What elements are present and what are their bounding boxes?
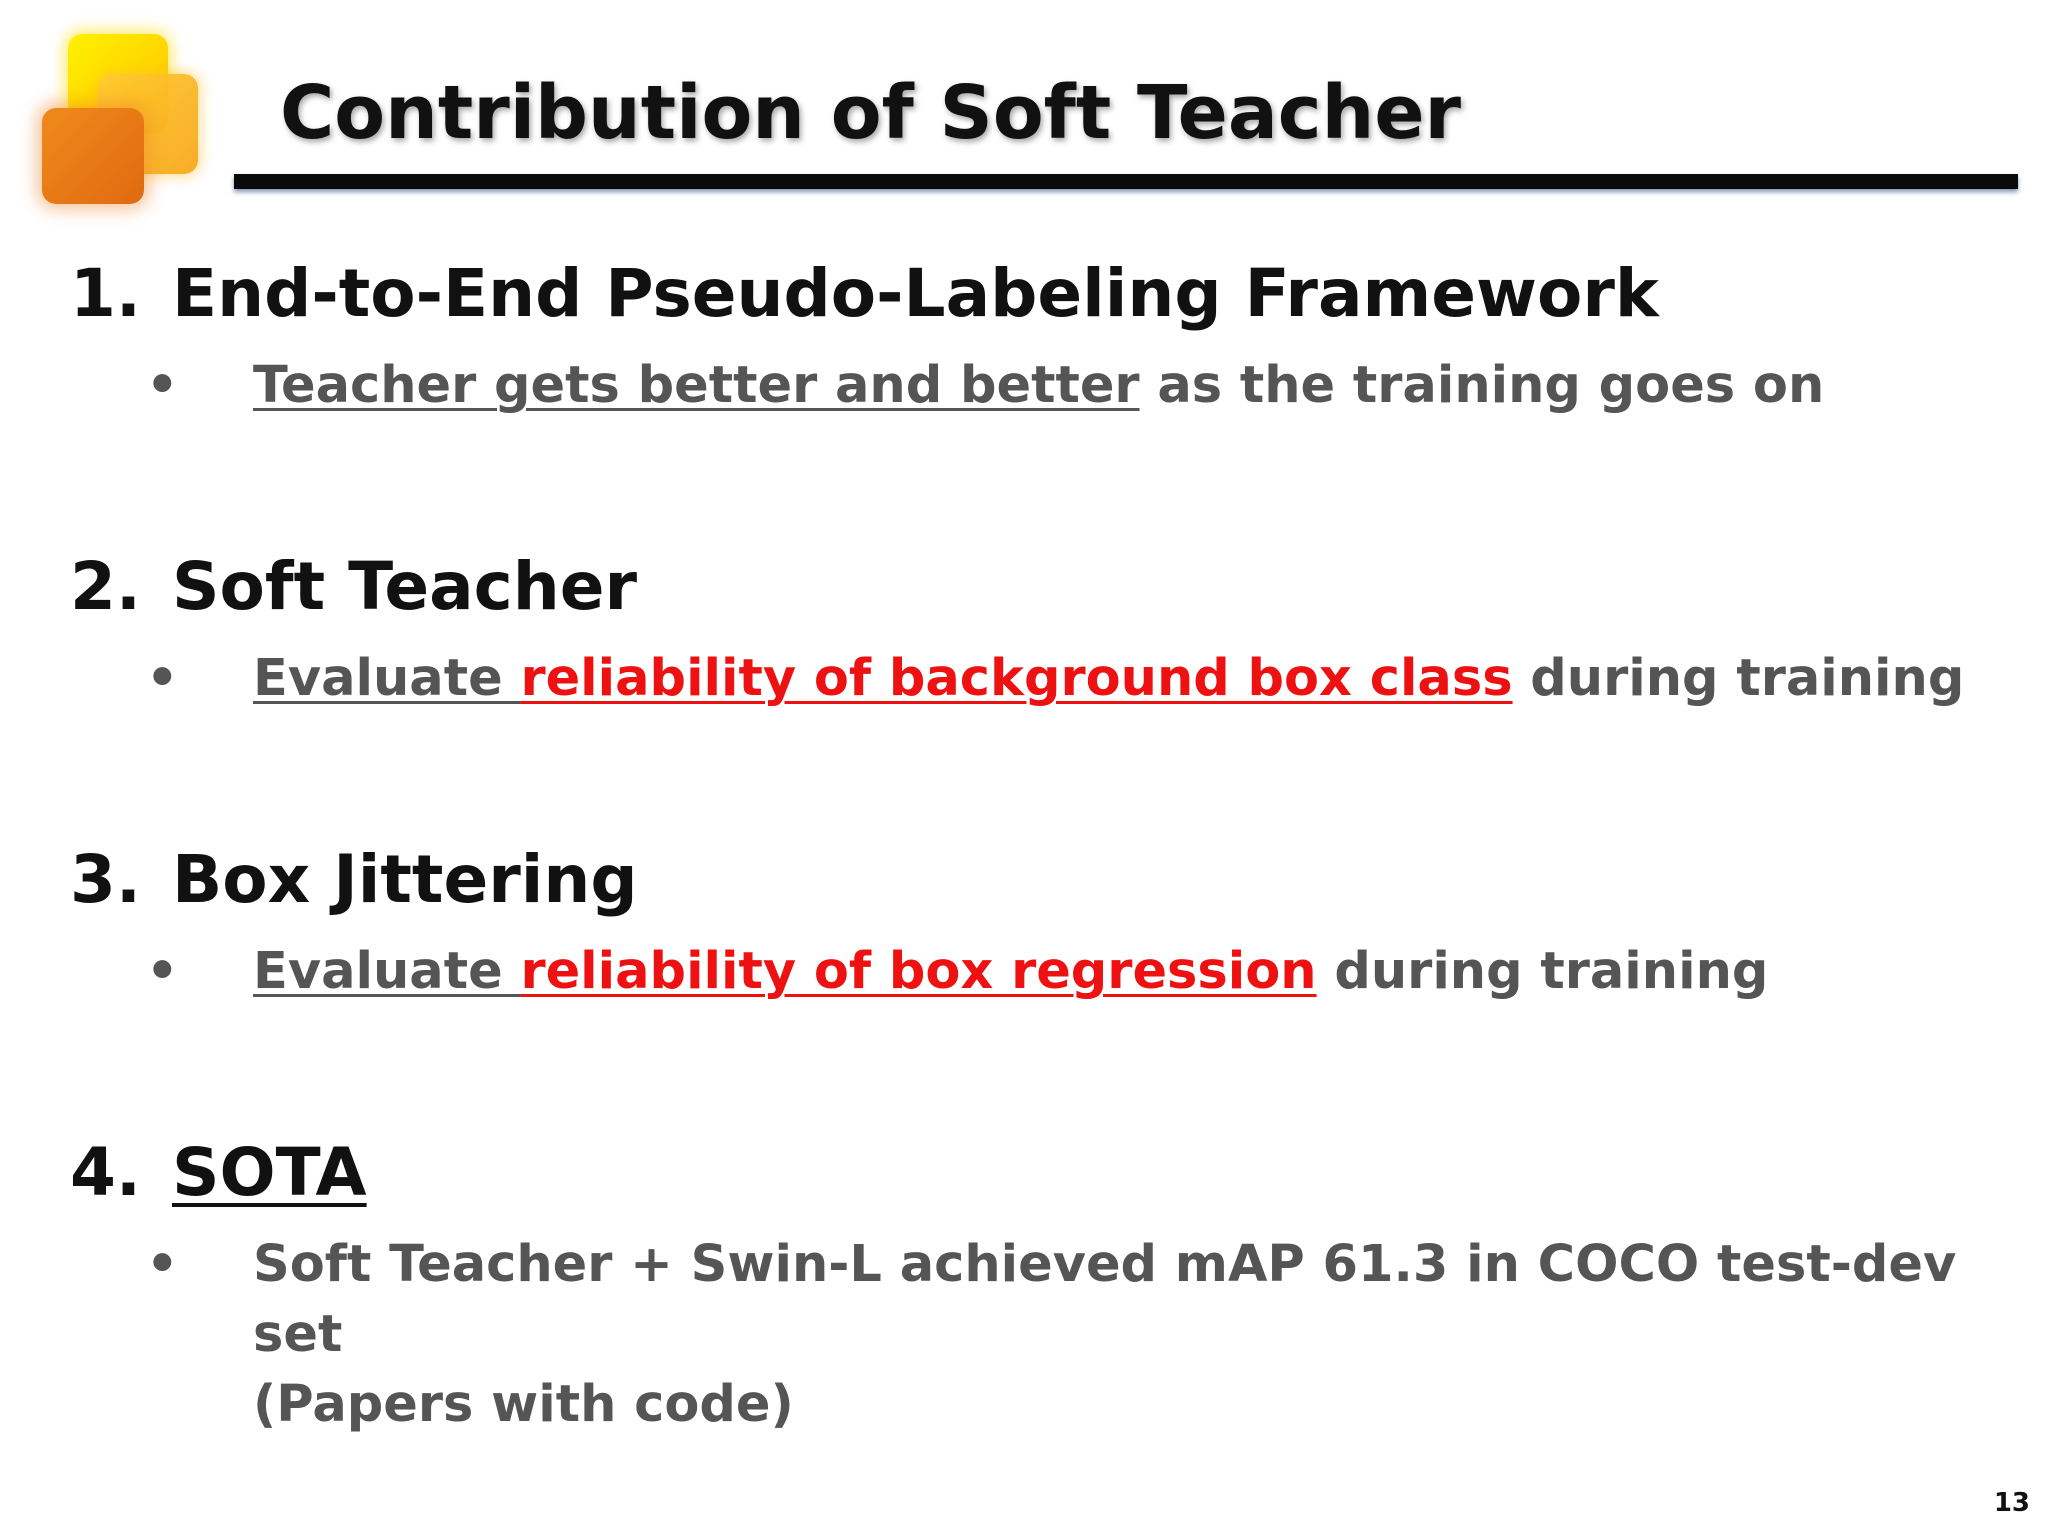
logo-squares	[30, 30, 210, 210]
item-number: 1.	[70, 255, 141, 332]
contribution-list	[70, 255, 2020, 1434]
bullet-dot-icon: •	[146, 1235, 179, 1294]
bullet-line-2: (Papers with code)	[253, 1375, 794, 1434]
item-title: Box Jittering	[172, 841, 638, 918]
logo-square-orange	[42, 108, 144, 204]
item-title: SOTA	[172, 1134, 367, 1211]
item-heading	[70, 841, 2020, 937]
title-underline-rule	[234, 174, 2018, 189]
underlined-phrase: Teacher gets better and better	[253, 356, 1140, 415]
item-number: 4.	[70, 1134, 141, 1211]
contribution-item-4	[70, 1134, 2020, 1434]
bullet-dot-icon: •	[146, 942, 179, 1001]
item-number: 2.	[70, 548, 141, 625]
page-number: 13	[1993, 1488, 2030, 1518]
contribution-item-2	[70, 548, 2020, 841]
bullet-dot-icon: •	[146, 649, 179, 708]
bullet-rest: as the training goes on	[1139, 356, 1825, 415]
item-heading	[70, 255, 2020, 351]
bullet-point	[70, 1230, 2020, 1440]
bullet-point	[70, 644, 2020, 714]
bullet-text	[253, 351, 2048, 421]
bullet-rest: during training	[1512, 649, 1965, 708]
bullet-line-1: Soft Teacher + Swin-L achieved mAP 61.3 in COCO test-dev set	[253, 1235, 1957, 1364]
bullet-lead: Evaluate	[253, 649, 521, 708]
slide-title: Contribution of Soft Teacher	[280, 70, 1462, 156]
bullet-rest: during training	[1316, 942, 1769, 1001]
highlighted-phrase: reliability of background box class	[520, 649, 1513, 708]
item-title: End-to-End Pseudo-Labeling Framework	[172, 255, 1659, 332]
item-title: Soft Teacher	[172, 548, 638, 625]
contribution-item-1	[70, 255, 2020, 548]
bullet-text	[253, 1230, 2048, 1440]
item-number: 3.	[70, 841, 141, 918]
bullet-dot-icon: •	[146, 356, 179, 415]
contribution-item-3	[70, 841, 2020, 1134]
bullet-point	[70, 351, 2020, 421]
bullet-lead: Evaluate	[253, 942, 521, 1001]
bullet-text	[253, 644, 2048, 714]
item-heading	[70, 1134, 2020, 1230]
bullet-text	[253, 937, 2048, 1007]
bullet-point	[70, 937, 2020, 1007]
item-heading	[70, 548, 2020, 644]
highlighted-phrase: reliability of box regression	[520, 942, 1317, 1001]
